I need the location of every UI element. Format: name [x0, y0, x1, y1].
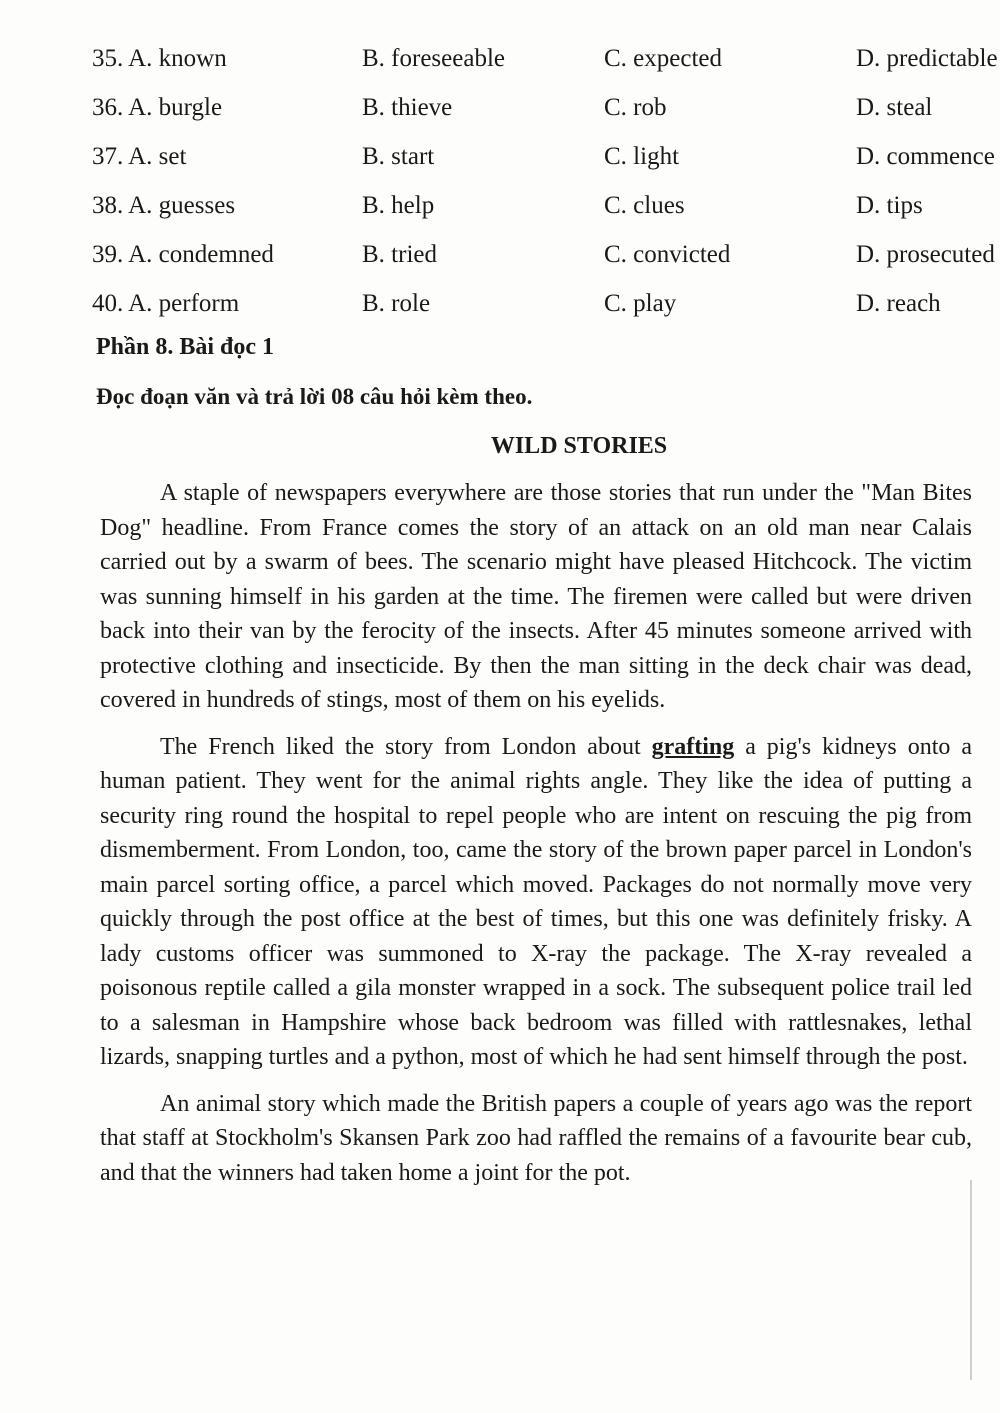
- option-b: B. tried: [362, 241, 437, 268]
- reading-passage: [100, 476, 972, 1202]
- option-d: D. predictable: [856, 45, 998, 72]
- option-d: D. reach: [856, 290, 941, 317]
- option-c: C. play: [604, 290, 677, 317]
- option-b: B. role: [362, 290, 431, 317]
- question-39: [92, 230, 995, 279]
- question-35: [92, 34, 998, 83]
- option-c: C. clues: [604, 192, 685, 219]
- option-a: 40. A. perform: [92, 290, 240, 317]
- paragraph-2: [100, 730, 972, 1075]
- answer-options: [92, 34, 998, 328]
- option-d: D. commence: [856, 143, 995, 170]
- section-instruction: Đọc đoạn văn và trả lời 08 câu hỏi kèm theo.: [96, 384, 533, 409]
- option-c: C. convicted: [604, 241, 731, 268]
- paragraph-1: A staple of newspapers everywhere are those stories that run under the "Man Bites Dog" headline. From France comes the story of an attack on an old man near Calais carried out by a swarm of bees. The scenario might have pleased Hitchcock. The victim was sunning himself in his garden at the time. The firemen were called but were driven back into their van by the ferocity of the insects. After 45 minutes someone arrived with protective clothing and insecticide. By then the man sitting in the deck chair was dead, covered in hundreds of stings, most of them on his eyelids.: [100, 480, 972, 713]
- option-d: D. tips: [856, 192, 923, 219]
- question-40: [92, 279, 982, 328]
- option-b: B. thieve: [362, 94, 453, 121]
- section-title: Phần 8. Bài đọc 1: [96, 334, 275, 360]
- option-c: C. rob: [604, 94, 667, 121]
- option-a: 36. A. burgle: [92, 94, 223, 121]
- option-a: 39. A. condemned: [92, 241, 274, 268]
- paragraph-2-end: a pig's kidneys onto a human patient. They went for the animal rights angle. They like the idea of putting a security ring round the hospital to repel people who are intent on rescuing the pig from dismemberment. From London, too, came the story of the brown paper parcel in London's main parcel sorting office, a parcel which moved. Packages do not normally move very quickly through the post office at the best of times, but this one was definitely frisky. A lady customs officer was summoned to X-ray the package. The X-ray revealed a poisonous reptile called a gila monster wrapped in a sock. The subsequent police trail led to a salesman in Hampshire whose back bedroom was filled with rattlesnakes, lethal lizards, snapping turtles and a python, most of which he had sent himself through the post.: [100, 733, 972, 1070]
- option-a: 38. A. guesses: [92, 192, 236, 219]
- question-36: [92, 83, 982, 132]
- option-c: C. light: [604, 143, 680, 170]
- highlighted-word: grafting: [651, 733, 735, 760]
- option-d: D. steal: [856, 94, 933, 121]
- option-d: D. prosecuted: [856, 241, 995, 268]
- question-38: [92, 181, 982, 230]
- option-a: 37. A. set: [92, 143, 187, 170]
- question-37: [92, 132, 995, 181]
- option-a: 35. A. known: [92, 45, 227, 72]
- option-b: B. foreseeable: [362, 45, 505, 72]
- paragraph-2-start: The French liked the story from London about: [160, 733, 652, 760]
- scan-edge-divider: [970, 1180, 972, 1380]
- option-c: C. expected: [604, 45, 723, 72]
- story-title: WILD STORIES: [490, 433, 668, 459]
- option-b: B. start: [362, 143, 435, 170]
- option-b: B. help: [362, 192, 435, 219]
- paragraph-3: An animal story which made the British papers a couple of years ago was the report that staff at Stockholm's Skansen Park zoo had raffled the remains of a favourite bear cub, and that the winners had taken home a joint for the pot.: [100, 1090, 972, 1186]
